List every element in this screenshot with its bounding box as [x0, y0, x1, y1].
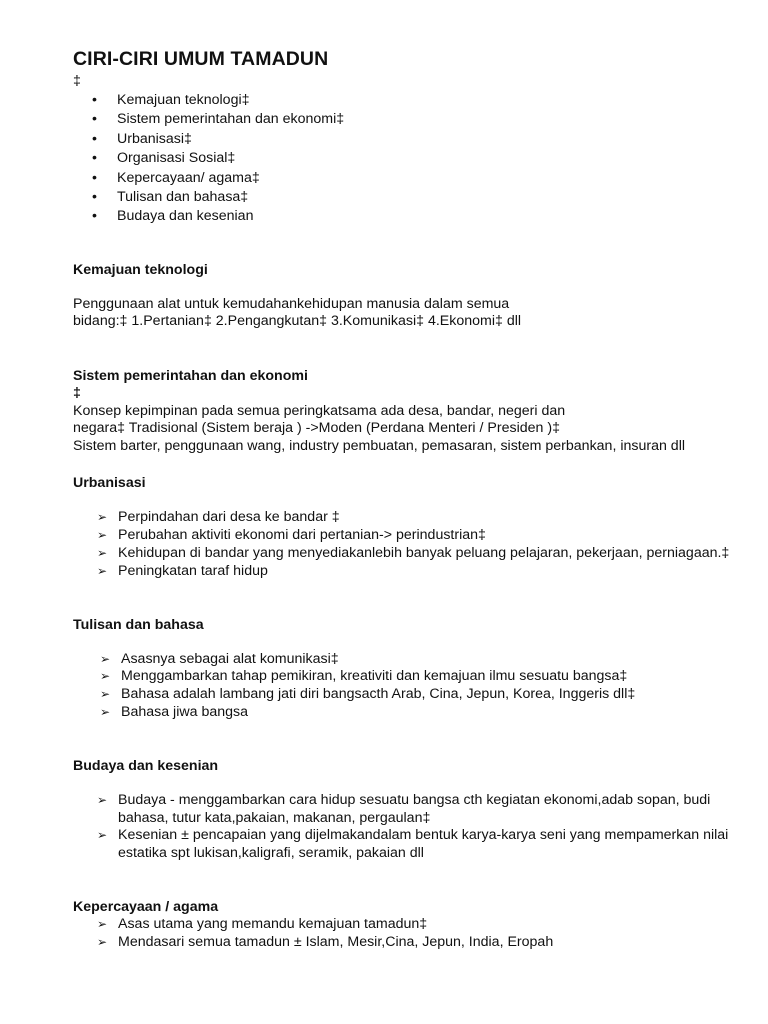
- arrow-bullet-icon: ➢: [100, 704, 111, 719]
- pemerintahan-line: Konsep kepimpinan pada semua peringkatsama ada desa, bandar, negeri dan: [73, 402, 566, 419]
- list-item: ➢ Mendasari semua tamadun ± Islam, Mesir,Cina, Jepun, India, Eropah: [97, 933, 554, 950]
- list-item: ➢ Kehidupan di bandar yang menyediakanlebih banyak peluang pelajaran, pekerjaan, perniagaan.‡: [97, 545, 730, 561]
- arrow-bullet-icon: ➢: [100, 669, 111, 684]
- list-item: • Sistem pemerintahan dan ekonomi‡: [73, 110, 753, 129]
- list-item: • Organisasi Sosial‡: [73, 149, 753, 168]
- list-item: ➢ Perubahan aktiviti ekonomi dari pertanian-> perindustrian‡: [97, 527, 486, 544]
- arrow-bullet-icon: ➢: [97, 546, 108, 560]
- arrow-bullet-icon: ➢: [97, 916, 108, 931]
- document-page: [73, 46, 753, 952]
- list-item: ➢ Perpindahan dari desa ke bandar ‡: [97, 509, 340, 526]
- section-heading-pemerintahan: Sistem pemerintahan dan ekonomi: [73, 368, 308, 385]
- urbanisasi-list: [73, 509, 753, 580]
- budaya-list: [73, 792, 753, 863]
- title-dagger: ‡: [73, 73, 81, 89]
- section-heading-urbanisasi: Urbanisasi: [73, 475, 146, 492]
- list-item: • Kepercayaan/ agama‡: [73, 169, 753, 188]
- section-heading-budaya: Budaya dan kesenian: [73, 757, 219, 774]
- tulisan-list: [73, 651, 753, 722]
- arrow-bullet-icon: ➢: [97, 563, 108, 578]
- section-heading-teknologi: Kemajuan teknologi: [73, 261, 208, 278]
- list-item: ➢ Asas utama yang memandu kemajuan tamadun‡: [97, 915, 428, 932]
- list-item: ➢ Peningkatan taraf hidup: [97, 562, 268, 579]
- list-item: • Tulisan dan bahasa‡: [73, 188, 753, 207]
- arrow-bullet-icon: ➢: [97, 828, 108, 843]
- arrow-bullet-icon: ➢: [100, 651, 111, 666]
- pemerintahan-dagger: ‡: [73, 385, 81, 402]
- list-item: • Budaya dan kesenian: [73, 207, 753, 226]
- page-title: CIRI-CIRI UMUM TAMADUN: [73, 48, 329, 70]
- arrow-bullet-icon: ➢: [97, 510, 108, 525]
- overview-list: [73, 91, 753, 227]
- list-item: ➢ Bahasa adalah lambang jati diri bangsacth Arab, Cina, Jepun, Korea, Inggeris dll‡: [100, 686, 636, 703]
- list-item: ➢ Asasnya sebagai alat komunikasi‡: [100, 650, 339, 667]
- arrow-bullet-icon: ➢: [97, 792, 108, 807]
- list-item: ➢ Budaya - menggambarkan cara hidup sesuatu bangsa cth kegiatan ekonomi,adab sopan, budi bahasa, tutur kata,pakaian, makanan, pergaulan‡: [97, 791, 711, 826]
- list-item: • Urbanisasi‡: [73, 130, 753, 149]
- pemerintahan-line: negara‡ Tradisional (Sistem beraja ) ->Moden (Perdana Menteri / Presiden )‡: [73, 420, 560, 437]
- list-item: ➢ Menggambarkan tahap pemikiran, kreativiti dan kemajuan ilmu sesuatu bangsa‡: [100, 668, 628, 685]
- list-item: ➢ Kesenian ± pencapaian yang dijelmakandalam bentuk karya-karya seni yang mempamerkan nilai estatika spt lukisan,kaligrafi, seramik, pakaian dll: [97, 827, 729, 862]
- kepercayaan-list: [73, 916, 753, 952]
- list-item: ➢ Bahasa jiwa bangsa: [100, 703, 248, 720]
- section-heading-kepercayaan: Kepercayaan / agama: [73, 898, 219, 915]
- pemerintahan-line: Sistem barter, penggunaan wang, industry pembuatan, pemasaran, sistem perbankan, insuran dll: [73, 437, 686, 454]
- arrow-bullet-icon: ➢: [97, 934, 108, 949]
- arrow-bullet-icon: ➢: [97, 528, 108, 543]
- section-heading-tulisan: Tulisan dan bahasa: [73, 616, 204, 633]
- list-item: • Kemajuan teknologi‡: [73, 91, 753, 110]
- teknologi-line: Penggunaan alat untuk kemudahankehidupan manusia dalam semua: [73, 295, 510, 312]
- teknologi-line: bidang:‡ 1.Pertanian‡ 2.Pengangkutan‡ 3.Komunikasi‡ 4.Ekonomi‡ dll: [73, 313, 522, 330]
- arrow-bullet-icon: ➢: [100, 687, 111, 702]
